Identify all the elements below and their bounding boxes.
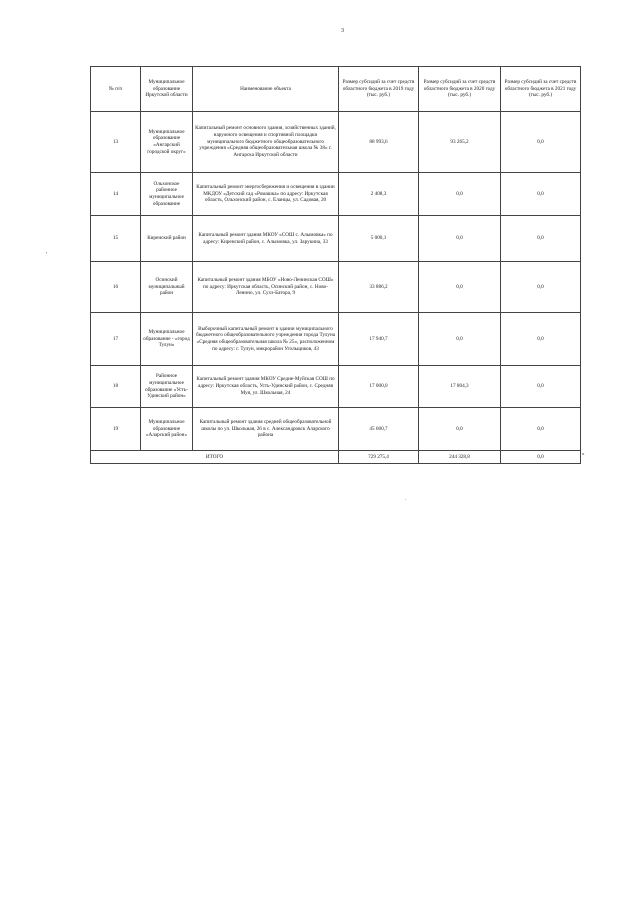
row-municipality: Осинский муниципальный район (141, 262, 193, 313)
row-2020: 17 804,3 (419, 366, 501, 408)
total-2021: 0,0 (501, 451, 581, 464)
row-num: 15 (91, 216, 141, 262)
row-2020: 93 265,2 (419, 112, 501, 173)
header-2019: Размер субсидий за счет средств областного бюджета в 2019 году (тыс. руб.) (339, 67, 419, 112)
table-end-mark: » (582, 452, 585, 457)
table-row (91, 366, 581, 408)
row-municipality: Районное муниципальное образование «Усть-Удинский район» (141, 366, 193, 408)
row-object: Капитальный ремонт здания МБОУ «Ново-Ленинская СОШ» по адресу: Иркутская область, Осинский район, с. Ново-Ленино, ул. Сухэ-Батора, 9 (193, 262, 339, 313)
row-2020: 0,0 (419, 313, 501, 366)
row-2021: 0,0 (501, 408, 581, 451)
table-row (91, 112, 581, 173)
row-2020: 0,0 (419, 408, 501, 451)
table-header-row (91, 67, 581, 112)
table-row (91, 173, 581, 216)
subsidy-table (90, 66, 581, 464)
row-2019: 5 000,1 (339, 216, 419, 262)
row-object: Капитальный ремонт здания средней общеобразовательной школы по ул. Школьная, 26 в с. Александровск Аларского района (193, 408, 339, 451)
row-num: 18 (91, 366, 141, 408)
row-object: Капитальный ремонт здания МКОУ «СОШ с. Алымовка» по адресу: Киренский район, с. Алымовка, ул. Зарукина, 33 (193, 216, 339, 262)
row-2021: 0,0 (501, 173, 581, 216)
row-object: Капитальный ремонт здания МКОУ Средне-Муйская СОШ по адресу: Иркутская область, Усть-Удинский район, с. Средняя Муя, ул. Школьная, 24 (193, 366, 339, 408)
row-2020: 0,0 (419, 262, 501, 313)
row-municipality: Муниципальное образование «Аларский район» (141, 408, 193, 451)
margin-tick-mark: ' (46, 252, 48, 258)
row-object: Выборочный капитальный ремонт в здании муниципального бюджетного общеобразовательного учреждения города Тулуна «Средняя общеобразовательная школа № 25», расположенном по адресу: г. Тулун, микрорайон Угольщиков, 43 (193, 313, 339, 366)
total-row (91, 451, 581, 464)
row-object: Капитальный ремонт энергосбережения и освещения в здании МКДОУ «Детский сад «Ромашка» по адресу: Иркутская область, Ольхонский район, с. Еланцы, ул. Садовая, 20 (193, 173, 339, 216)
row-num: 14 (91, 173, 141, 216)
page-number: 3 (341, 28, 344, 34)
row-num: 13 (91, 112, 141, 173)
row-2021: 0,0 (501, 366, 581, 408)
row-2019: 2 408,3 (339, 173, 419, 216)
row-num: 16 (91, 262, 141, 313)
table-row (91, 262, 581, 313)
table-row (91, 313, 581, 366)
row-object: Капитальный ремонт основного здания, хозяйственных зданий, наружного освещения и спортивной площадки муниципального бюджетного общеобразовательного учреждения «Средняя общеобразовательная школа № 38» г. Ангарска Иркутской области (193, 112, 339, 173)
row-2021: 0,0 (501, 112, 581, 173)
row-2021: 0,0 (501, 262, 581, 313)
stray-dot-mark: . (405, 497, 407, 502)
row-municipality: Муниципальное образование - «город Тулун» (141, 313, 193, 366)
header-2020: Размер субсидий за счет средств областного бюджета в 2020 году (тыс. руб.) (419, 67, 501, 112)
header-municipality: Муниципальное образование Иркутской области (141, 67, 193, 112)
header-object: Наименование объекта (193, 67, 339, 112)
row-municipality: Ольхонское районное муниципальное образование (141, 173, 193, 216)
row-2021: 0,0 (501, 216, 581, 262)
row-num: 17 (91, 313, 141, 366)
row-num: 19 (91, 408, 141, 451)
row-municipality: Киренский район (141, 216, 193, 262)
row-2020: 0,0 (419, 173, 501, 216)
row-2019: 33 886,2 (339, 262, 419, 313)
total-2019: 729 275,4 (339, 451, 419, 464)
row-2019: 17 000,0 (339, 366, 419, 408)
row-municipality: Муниципальное образование «Ангарский городской округ» (141, 112, 193, 173)
row-2019: 17 940,7 (339, 313, 419, 366)
row-2019: 45 600,7 (339, 408, 419, 451)
total-label: ИТОГО (91, 451, 339, 464)
header-2021: Размер субсидий за счет средств областного бюджета в 2021 году (тыс. руб.) (501, 67, 581, 112)
row-2021: 0,0 (501, 313, 581, 366)
total-2020: 244 328,8 (419, 451, 501, 464)
table-row (91, 408, 581, 451)
header-num: № п/п (91, 67, 141, 112)
table-row (91, 216, 581, 262)
row-2019: 88 993,6 (339, 112, 419, 173)
row-2020: 0,0 (419, 216, 501, 262)
